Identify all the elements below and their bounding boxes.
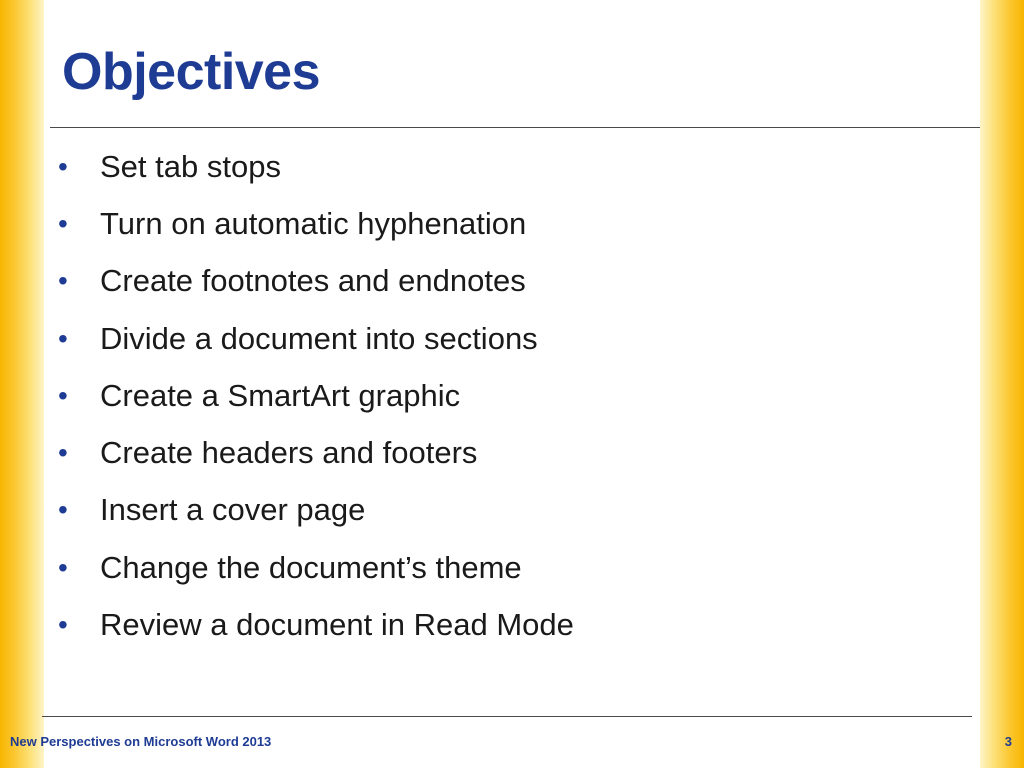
list-item-text: Create footnotes and endnotes — [100, 263, 526, 299]
list-item-text: Review a document in Read Mode — [100, 607, 574, 643]
left-accent-stripe — [0, 0, 44, 768]
footer-divider — [42, 716, 972, 717]
list-item — [58, 539, 574, 596]
list-item-text: Create a SmartArt graphic — [100, 377, 461, 413]
bullet-icon: • — [58, 322, 68, 354]
list-item-text: Create headers and footers — [100, 435, 478, 471]
list-item — [58, 367, 574, 424]
list-item — [58, 310, 574, 367]
list-item-text: Divide a document into sections — [100, 320, 538, 356]
list-item — [58, 482, 574, 539]
list-item — [58, 596, 574, 653]
footer-course-title: New Perspectives on Microsoft Word 2013 — [10, 734, 272, 749]
list-item-text: Turn on automatic hyphenation — [100, 205, 527, 241]
list-item — [58, 424, 574, 481]
objectives-list — [58, 138, 574, 654]
list-item-text: Change the document’s theme — [100, 549, 522, 585]
bullet-icon: • — [58, 207, 68, 239]
list-item-text: Insert a cover page — [100, 492, 366, 528]
slide-title: Objectives — [62, 43, 321, 101]
list-item — [58, 138, 574, 195]
bullet-icon: • — [58, 494, 68, 526]
list-item-text: Set tab stops — [100, 148, 281, 184]
bullet-icon: • — [58, 150, 68, 182]
bullet-icon: • — [58, 551, 68, 583]
bullet-icon: • — [58, 609, 68, 641]
list-item — [58, 195, 574, 252]
bullet-icon: • — [58, 379, 68, 411]
title-divider — [50, 127, 980, 128]
right-accent-stripe — [980, 0, 1024, 768]
bullet-icon: • — [58, 437, 68, 469]
list-item — [58, 253, 574, 310]
page-number: 3 — [1004, 734, 1012, 749]
bullet-icon: • — [58, 265, 68, 297]
